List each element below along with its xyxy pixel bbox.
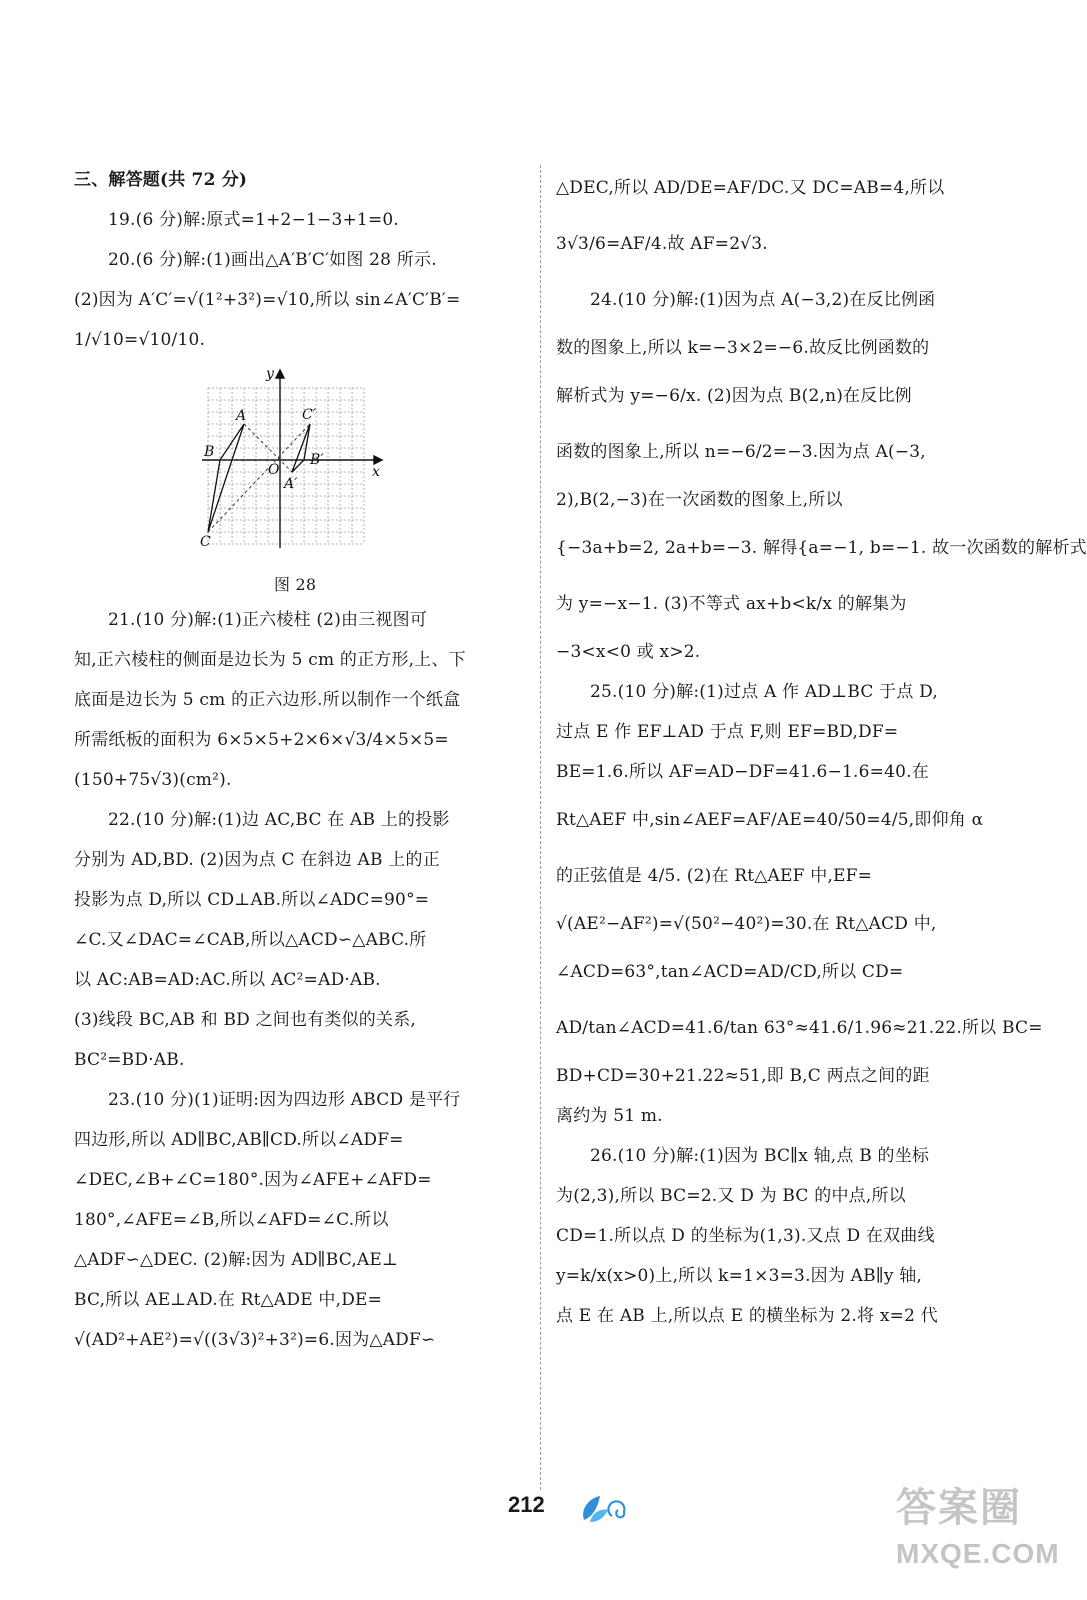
answer-24-line: 解析式为 y=−6/x. (2)因为点 B(2,n)在反比例 bbox=[556, 386, 912, 406]
label-x-axis: x bbox=[372, 464, 381, 480]
label-point-c: C bbox=[200, 534, 211, 550]
answer-22-line: BC²=BD·AB. bbox=[74, 1050, 185, 1070]
answer-22-line: ∠C.又∠DAC=∠CAB,所以△ACD∽△ABC.所 bbox=[74, 930, 427, 950]
answer-21-line: (150+75√3)(cm²). bbox=[74, 770, 232, 790]
answer-23-line: △DEC,所以 AD/DE=AF/DC.又 DC=AB=4,所以 bbox=[556, 178, 945, 198]
answer-22-line: 以 AC:AB=AD:AC.所以 AC²=AD·AB. bbox=[74, 970, 381, 990]
answer-25-line: 过点 E 作 EF⊥AD 于点 F,则 EF=BD,DF= bbox=[556, 722, 899, 742]
answer-26-line: 为(2,3),所以 BC=2.又 D 为 BC 的中点,所以 bbox=[556, 1186, 906, 1206]
answer-22-line: (3)线段 BC,AB 和 BD 之间也有类似的关系, bbox=[74, 1010, 417, 1030]
figure-caption: 图 28 bbox=[274, 575, 317, 594]
answer-25-line: BE=1.6.所以 AF=AD−DF=41.6−1.6=40.在 bbox=[556, 762, 929, 782]
answer-20-line: (2)因为 A′C′=√(1²+3²)=√10,所以 sin∠A′C′B′= bbox=[74, 290, 461, 310]
answer-25-line: √(AE²−AF²)=√(50²−40²)=30.在 Rt△ACD 中, bbox=[556, 914, 937, 934]
answer-25-line: BD+CD=30+21.22≈51,即 B,C 两点之间的距 bbox=[556, 1066, 930, 1086]
watermark-cn: 答案圈 bbox=[896, 1486, 1022, 1530]
left-column bbox=[74, 160, 520, 1360]
answer-25-line: 离约为 51 m. bbox=[556, 1106, 663, 1126]
label-point-a: A bbox=[236, 408, 247, 424]
figure-28 bbox=[74, 364, 520, 600]
triangle-a-prime-b-prime-c-prime bbox=[292, 424, 310, 472]
watermark-en: MXQE.COM bbox=[896, 1538, 1060, 1569]
coordinate-grid-diagram bbox=[198, 364, 388, 564]
answer-24-line: 2),B(2,−3)在一次函数的图象上,所以 bbox=[556, 490, 843, 510]
leaf-swirl-logo-icon bbox=[576, 1490, 636, 1530]
answer-25-line: 的正弦值是 4/5. (2)在 Rt△AEF 中,EF= bbox=[556, 866, 873, 886]
answer-22-line: 22.(10 分)解:(1)边 AC,BC 在 AB 上的投影 bbox=[108, 810, 450, 830]
answer-23-line: ∠DEC,∠B+∠C=180°.因为∠AFE+∠AFD= bbox=[74, 1170, 432, 1190]
answer-23-line: 23.(10 分)(1)证明:因为四边形 ABCD 是平行 bbox=[108, 1090, 461, 1110]
label-point-b: B bbox=[204, 444, 215, 460]
answer-24-line: −3<x<0 或 x>2. bbox=[556, 642, 701, 662]
answer-21-line: 知,正六棱柱的侧面是边长为 5 cm 的正方形,上、下 bbox=[74, 650, 466, 670]
answer-21-line: 21.(10 分)解:(1)正六棱柱 (2)由三视图可 bbox=[108, 610, 428, 630]
answer-24-line: 24.(10 分)解:(1)因为点 A(−3,2)在反比例函 bbox=[590, 290, 936, 310]
page-number: 212 bbox=[508, 1492, 545, 1517]
triangle-abc bbox=[208, 424, 244, 532]
answer-26-line: 26.(10 分)解:(1)因为 BC∥x 轴,点 B 的坐标 bbox=[590, 1146, 930, 1166]
answer-23-line: BC,所以 AE⊥AD.在 Rt△ADE 中,DE= bbox=[74, 1290, 383, 1310]
answer-23-line: 四边形,所以 AD∥BC,AB∥CD.所以∠ADF= bbox=[74, 1130, 404, 1150]
answer-25-line: 25.(10 分)解:(1)过点 A 作 AD⊥BC 于点 D, bbox=[590, 682, 938, 702]
answer-26-line: 点 E 在 AB 上,所以点 E 的横坐标为 2.将 x=2 代 bbox=[556, 1306, 938, 1326]
answer-23-line: 180°,∠AFE=∠B,所以∠AFD=∠C.所以 bbox=[74, 1210, 389, 1230]
answer-21-line: 底面是边长为 5 cm 的正六边形.所以制作一个纸盒 bbox=[74, 690, 461, 710]
answer-26-line: y=k/x(x>0)上,所以 k=1×3=3.因为 AB∥y 轴, bbox=[556, 1266, 923, 1286]
answer-23-line: △ADF∽△DEC. (2)解:因为 AD∥BC,AE⊥ bbox=[74, 1250, 399, 1270]
label-y-axis: y bbox=[266, 366, 275, 382]
watermark bbox=[896, 1482, 1060, 1586]
answer-22-line: 投影为点 D,所以 CD⊥AB.所以∠ADC=90°= bbox=[74, 890, 430, 910]
y-axis-arrow bbox=[276, 370, 284, 378]
answer-25-line: ∠ACD=63°,tan∠ACD=AD/CD,所以 CD= bbox=[556, 962, 904, 982]
section-heading: 三、解答题(共 72 分) bbox=[74, 170, 248, 190]
answer-24-line: 函数的图象上,所以 n=−6/2=−3.因为点 A(−3, bbox=[556, 442, 926, 462]
answer-23-line: 3√3/6=AF/4.故 AF=2√3. bbox=[556, 234, 768, 254]
answer-24-line: 数的图象上,所以 k=−3×2=−6.故反比例函数的 bbox=[556, 338, 930, 358]
answer-19: 19.(6 分)解:原式=1+2−1−3+1=0. bbox=[108, 210, 400, 230]
right-column bbox=[556, 160, 1087, 1336]
column-divider bbox=[540, 165, 541, 1490]
answer-24-line: 为 y=−x−1. (3)不等式 ax+b<k/x 的解集为 bbox=[556, 594, 907, 614]
x-axis-arrow bbox=[374, 456, 382, 464]
answer-20-line: 20.(6 分)解:(1)画出△A′B′C′如图 28 所示. bbox=[108, 250, 437, 270]
answer-23-line: √(AD²+AE²)=√((3√3)²+3²)=6.因为△ADF∽ bbox=[74, 1330, 436, 1350]
label-point-a-prime: A′ bbox=[284, 476, 298, 492]
answer-21-line: 所需纸板的面积为 6×5×5+2×6×√3/4×5×5= bbox=[74, 730, 449, 750]
answer-20-line: 1/√10=√10/10. bbox=[74, 330, 206, 350]
answer-24-equation-system: {−3a+b=2, 2a+b=−3. 解得{a=−1, b=−1. 故一次函数的解析式 bbox=[556, 538, 1087, 558]
answer-22-line: 分别为 AD,BD. (2)因为点 C 在斜边 AB 上的正 bbox=[74, 850, 440, 870]
answer-25-line: AD/tan∠ACD=41.6/tan 63°≈41.6/1.96≈21.22.所以 BC= bbox=[556, 1018, 1043, 1038]
label-point-c-prime: C′ bbox=[302, 407, 317, 423]
answer-25-line: Rt△AEF 中,sin∠AEF=AF/AE=40/50=4/5,即仰角 α bbox=[556, 810, 984, 830]
label-origin: O bbox=[268, 462, 280, 478]
label-point-b-prime: B′ bbox=[310, 452, 324, 468]
answer-26-line: CD=1.所以点 D 的坐标为(1,3).又点 D 在双曲线 bbox=[556, 1226, 935, 1246]
